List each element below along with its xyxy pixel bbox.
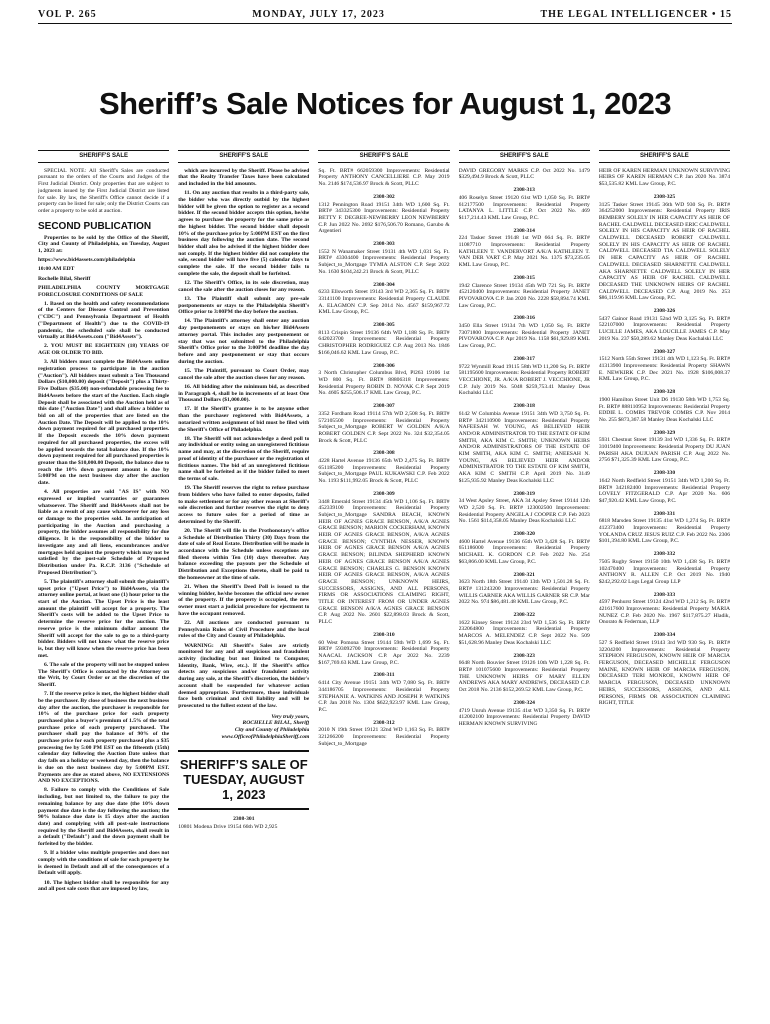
signature-website[interactable]: www.OfficeofPhiladelphiaSheriff.com	[221, 733, 310, 740]
sale-number: 2308-328	[653, 389, 676, 396]
sale-number: 2308-330	[653, 470, 676, 477]
sale-entry	[459, 700, 590, 728]
sale-details: DAVID GREGORY MARKS C.P. Oct 2022 No. 1479 $329,494.9 Brock & Scott, PLLC	[458, 167, 590, 181]
sale-entry	[459, 612, 590, 647]
sale-details: Sq. Ft. BRT# 662059300 Improvements: Residential Property ANTHONY CANCELLIERE C.P. May 2019 No. 2146 $174,536.97 Brock & Scott, PLLC	[318, 167, 450, 188]
sale-details: 6648 North Bouvier Street 19126 10th WD 1,228 Sq. Ft. BRT# 101075600 Improvements: Residential Property THE UNKNOWN HEIRS OF MARY ELLEN ANDREWS AKA MARY ANDREWS, DECEASED C.P. Oct 2018 No. 2136 $152,269.52 KML Law Group, P.C.	[458, 660, 590, 694]
sale-details: 3450 Ella Street 19134 7th WD 1,050 Sq. Ft. BRT# 73071800 Improvements: Residential Property JANET PIVOVAROVA C.P. Apr 2019 No. 1158 $61,929.89 KML Law Group, P.C.	[458, 323, 590, 350]
sale-details: 9722 Wynmill Road 19115 58th WD 11,200 Sq. Ft. BRT# 581195600 Improvements: Residential Property ROBERT VECCHIONE, JR. A/K/A ROBERT J. VECCHIONE, JR C.P. July 2019 No. 5048 $259,753.41 Manley Deas Kochalski LLC	[458, 363, 590, 397]
conditions-heading: PHILADELPHIA COUNTY MORTGAGE FORECLOSURE CONDITIONS OF SALE	[38, 284, 170, 298]
sale-entry	[318, 632, 449, 667]
condition-paragraph: WARNING: All Sheriff's Sales are strictly monitored for any and all suspicious and fraudulent activity (including but not limited to Computer, Identity, Bank, Wire, etc.). If the Sheriff's office detects any suspicious and/or fraudulent activity during any sale, at the Sheriff's discretion, the bidder's account shall be suspended for whatever action deemed appropriate. Furthermore, those individuals face both criminal and civil liability and will be prosecuted to the fullest extent of the law.	[178, 642, 310, 709]
sale-number: 2308-319	[513, 490, 535, 497]
condition-paragraph: 6. The sale of the property will not be stopped unless The Sheriff's Office is contacted by the Attorney on the Writ, by Court Order or at the discretion of the Sheriff.	[38, 661, 170, 688]
condition-paragraph: 19. The Sheriff reserves the right to refuse purchase from bidders who have failed to enter deposits, failed to make settlement or for any other reason at Sheriff's sole discretion and further reserves the right to deny access to future sales for a period of time as determined by the Sheriff.	[178, 485, 310, 525]
sale-details: 527 S Redfield Street 19143 3rd WD 930 Sq. Ft. BRT# 32204200 Improvements: Residential Property STEPHON FERGUSON, KNOWN HEIR OF MARCIA FERGUSON, DECEASED MICHELLE FERGUSON MAINE, KNOWN HEIR OF MARCIA FERGUSON, DECEASED TERI MONROE, KNOWN HEIR OF MARCIA FERGUSON, DECEASED UNKNOWN HEIRS, SUCCESSORS, ASSIGNS, AND ALL PERSONS, FIRMS OR ASSOCIATION CLAIMING RIGHT, TITLE	[598, 639, 731, 707]
sale-entry	[599, 389, 730, 424]
sale-number: 2308-318	[513, 403, 535, 410]
masthead	[38, 6, 732, 22]
sale-number: 2308-315	[513, 274, 535, 281]
sale-details: 7505 Rugby Street 19150 10th WD 1,438 Sq. Ft. BRT# 102470400 Improvements: Residential Property ANTHONY R. ALLEN C.P. Oct 2019 No. 1940 $242,292.02 Logs Legal Group LLP	[598, 558, 731, 585]
condition-paragraph: 5. The plaintiff's attorney shall submit the plaintiff's upset price ("Upset Price") to Bid4Assets, via the attorney online portal, at least one (1) hour prior to the start of the Auction. The Upset Price is the least amount the plaintiff will accept for a property. The Sheriff's costs will be added to the Upset Price to determine the reserve price for the auction. The reserve price is the minimum dollar amount the Sheriff will accept for the sale to go to a third-party bidder. Bidders will not know what the reserve price is, but they will know when the reserve price has been met.	[38, 578, 170, 659]
sale-entry	[178, 816, 309, 830]
sale-entries	[459, 168, 590, 728]
sale-details: 6233 Ellsworth Street 19143 3rd WD 2,365 Sq. Ft. BRT# 33141100 Improvements: Residential Property CLAUDE A. ELAGMON C.P. Sep 2014 No. 4567 $159,967.72 KML Law Group, P.C.	[318, 289, 450, 316]
sale-entry	[318, 720, 449, 748]
sale-number: 2308-303	[373, 241, 395, 248]
sale-entry	[599, 592, 730, 627]
condition-paragraph: 16. All bidding after the minimum bid, as described in Paragraph 4, shall be in increments of at least One Thousand Dollars ($1,000.00).	[178, 383, 310, 404]
sale-entry	[459, 315, 590, 350]
sale-number: 2308-317	[513, 355, 535, 362]
sale-details: 6414 City Avenue 19151 34th WD 7,080 Sq. Ft. BRT# 344186705 Improvements: Residential Property STEPHANIE A. WATKINS AND JOSEPH P. WATKINS C.P. Jan 2018 No. 1304 $622,923.97 KML Law Group, P.C.	[318, 680, 450, 713]
condition-paragraph: 10. The highest bidder shall be responsible for any and all post sale costs that are imposed by law,	[38, 879, 170, 893]
sale-details: 4600 Hartel Avenue 19136 65th WD 3,428 Sq. Ft. BRT# 651186000 Improvements: Residential Property MICHAEL K. GORDON C.P. Feb 2022 No. 254 $63,866.00 KML Law Group, P.C.	[458, 538, 590, 565]
sale-details: 5437 Gainor Road 19131 52nd WD 3,125 Sq. Ft. BRT# 522107000 Improvements: Residential Property LUCILLE JAMES, AKA LOUCILLE JAMES C.P. May 2019 No. 237 $50,289.62 Manley Deas Kochalski LLC	[598, 315, 731, 342]
sale-number: 2308-311	[373, 672, 395, 679]
sale-details: 1312 Pennington Road 19151 34th WD 1,600 Sq. Ft. BRT# 343325300 Improvements: Residential Property BETTY F. DEGREE-NEWBERRY LEON NEWBERRY C.P. Jun 2022 No. 2692 $176,506.70 Romano, Garubo & Argentieri	[318, 201, 450, 235]
sale-details: 1622 Kinsey Street 19124 23rd WD 1,536 Sq. Ft. BRT# 232064800 Improvements: Residential Property MARCOS A. MELENDEZ C.P. Sept 2022 No. 509 $51,628.96 Manley Deas Kochalski LLC	[458, 619, 590, 646]
condition-paragraph: 1. Based on the health and safety recommendations of the Centers for Disease Control and Prevention ("CDC") and Pennsylvania Department of Health ("Department of Health") due to the COVID-19 pandemic, the scheduled sale shall be conducted virtually at Bid4Assets.com ("Bid4Assets").	[38, 300, 170, 341]
sale-details: 6142 W Columbia Avenue 19151 34th WD 3,750 Sq. Ft. BRT# 342110900 Improvements: Residential Property NAFEESAH W. YOUNG, AS BELIEVED HEIR AND/OR ADMINISTRATOR TO THE ESTATE OF KIM SMITH, AKA KIM C. SMITH; UNKNOWN HEIRS AND/OR ADMINISTRATORS OF THE ESTATE OF KIM SMITH, AKA KIM C. SMITH; ANEESAH N. YOUNG, AS BELIEVED HEIR AND/OR ADMINISTRATOR TO THE ESTATE OF KIM SMITH, AKA KIM C SMITH C.P. April 2019 No. 3149 $125,935.92 Manley Deas Kochalski LLC	[458, 410, 590, 484]
sale-number: 2308-308	[373, 450, 395, 457]
sale-entry	[599, 511, 730, 546]
sale-number: 2308-323	[513, 652, 535, 659]
sale-number: 2308-326	[653, 308, 676, 315]
signature-name: ROCHELLE BILAL, Sheriff	[242, 720, 310, 727]
sale-number: 2308-320	[513, 531, 535, 538]
sale-entry	[318, 491, 449, 626]
column-header: SHERIFF'S SALE	[38, 150, 169, 163]
sale-entry	[599, 470, 730, 505]
signature-office: City and County of Philadelphia	[234, 727, 310, 734]
sale-number: 2308-332	[653, 551, 676, 558]
sale-entry	[318, 363, 449, 398]
sale-details: 1552 N Wanamaker Street 19131 4th WD 1,031 Sq. Ft. BRT# 43304400 Improvements: Residential Property Subject_to_Mortgage TYMIA ALSTON C.P. Sept 2022 No. 1630 $104,242.21 Brock & Scott, PLLC	[318, 248, 450, 275]
condition-paragraph: 4. All properties are sold "AS IS" with NO expressed or implied warranties or guarantees whatsoever. The Sheriff and Bid4Assets shall not be liable as a result of any cause whatsoever for any loss or damage to the properties sold. In anticipation of participating in the Auction and purchasing a property, the bidder assumes all responsibility for due diligence. It is the responsibility of the bidder to investigate any and all liens, encumbrances and/or mortgages held against the property which may not be satisfied by the post-sale Schedule of Proposed Distribution under Pa. R.C.P. 3136 ("Schedule of Proposed Distribution").	[38, 489, 170, 576]
column-5	[599, 150, 730, 1012]
sale-details: 4228 Hartel Avenue 19136 65th WD 2,475 Sq. Ft. BRT# 651185200 Improvements: Residential Property Subject_to_Mortgage PAUL KUKAWSKI C.P. Feb 2022 No. 1193 $111,992.05 Brock & Scott, PLLC	[318, 458, 450, 485]
condition-paragraph: 17. If the Sheriff's grantee is to be anyone other than the purchaser registered with Bid4Assets, a notarized written assignment of bid must be filed with the Sheriff's Office of Philadelphia.	[178, 406, 310, 433]
sale-entry	[459, 572, 590, 607]
sale-details: 6818 Marsden Street 19135 41st WD 1,274 Sq. Ft. BRT# 412373400 Improvements: Residential Property YOLANDA CRUZ JESUS RUIZ C.P. Feb 2022 No. 2306 $101,394.80 KML Law Group, P.C.	[598, 518, 731, 545]
sale-number: 2308-331	[653, 510, 676, 517]
auction-time: 10:00 AM EDT	[38, 266, 75, 273]
sale-details: HEIR OF KAREN HERMAN UNKNOWN SURVIVING HEIRS OF KAREN HERMAN C.P. Jan 2020 No. 3874 $53,535.82 KML Law Group, P.C.	[598, 167, 731, 188]
sale-number: 2308-324	[513, 699, 535, 706]
publication-note: Properties to be sold by the Office of the Sheriff, City and County of Philadelphia, on Tuesday, August 1, 2023 at:	[38, 234, 170, 255]
sale-entry	[599, 551, 730, 586]
column-header: SHERIFF'S SALE	[599, 150, 730, 163]
conditions-list-continued	[178, 168, 309, 710]
sale-details: 3448 Emerald Street 19134 45th WD 1,106 Sq. Ft. BRT# 452339100 Improvements: Residential Property Subject_to_Mortgage SANDRA BEACH, KNOWN HEIR OF AGNES GRACE BENSON, A/K/A AGNES GRACE BENSON; MARION COCKERHAM, KNOWN HEIR OF AGNES GRACE BENSON, A/K/A AGNES GRACE BENSON; CYNTHIA NESSER, KNOWN HEIR OF AGNES GRACE BENSON A/K/A AGNES GRACE BENSON; BILINDA SHEPHERD KNOWN HEIR OF AGNES GRACE BENSON A/K/A AGNES GRACE BENSON; CHARLES G. BENSON KNOWN HEIR OF AGNES GRACE BENSON, A/K/A AGNES GRACE BENSON; UNKNOWN HEIRS, SUCCESSORS, ASSIGNS, AND ALL PERSONS, FIRMS OR ASSOCIATIONS CLAIMING RIGHT, TITLE OR INTEREST FROM OR UNDER AGNES GRACE BENSON A/K/A AGNES GRACE BENSON C.P. Aug 2022 No. 2601 $22,898.03 Brock & Scott, PLLC	[318, 498, 450, 626]
column-header: SHERIFF'S SALE	[178, 150, 309, 163]
condition-paragraph: 2. YOU MUST BE EIGHTEEN (18) YEARS OF AGE OR OLDER TO BID.	[38, 343, 170, 357]
second-publication-heading: SECOND PUBLICATION	[38, 220, 152, 232]
sale-details: 1900 Hamilton Street Unit D6 19130 58th WD 1,753 Sq. Ft. BRT# 888110952 Improvements: Residential Property EDDIE L. COMBS TREVOR COMBS C.P. Nov 2014 No. 255 $873,367.58 Manley Deas Kochalski LLC	[598, 396, 731, 423]
sale-number: 2308-305	[373, 322, 395, 329]
auction-url[interactable]: https://www.bid4assets.com/philadelphia	[38, 257, 136, 264]
sale-number: 2308-301	[233, 816, 255, 823]
sale-number: 2308-327	[653, 348, 676, 355]
sale-entry	[459, 168, 590, 181]
condition-paragraph: 21. When the Sheriff's Deed Poll is issued to the winning bidder, he/she becomes the official new owner of the property. If the property is occupied, the new owner must start a judicial procedure for ejectment to have the occupant removed.	[178, 583, 310, 617]
sale-entry	[459, 531, 590, 566]
sale-entry	[459, 653, 590, 694]
sale-details: 5931 Chestnut Street 19139 3rd WD 1,336 Sq. Ft. BRT# 31019400 Improvements: Residential Property DU JUAN PARISH AKA DUJUAN PARISH C.P. Aug 2022 No. 2756 $71,325.39 KML Law Group, P.C.	[598, 437, 731, 464]
sale-entry	[599, 430, 730, 465]
condition-paragraph: 8. Failure to comply with the Conditions of Sale including, but not limited to, the failure to pay the remaining balance by any due date (the 10% down payment due date is the day following the auction; the 90% balance due date is 15 days after the auction date) and complying with all post-sale instructions required by the Sheriff and Bid4Assets, shall result in a default ("Default") and the down payment shall be forfeited by the bidder.	[38, 787, 170, 848]
condition-paragraph: 12. The Sheriff's Office, in its sole discretion, may cancel the sale after the auction closes for any reason.	[178, 279, 310, 293]
page-title: Sheriff’s Sale Notices for August 1, 2023	[98, 86, 672, 121]
sale-entry	[318, 322, 449, 357]
sale-details: 34 West Apsley Street, AKA 34 Apsley Street 19144 12th WD 2,520 Sq. Ft. BRT# 123002500 Improvements: Residential Property ANGELA J COOPER C.P. Feb 2023 No. 1561 $114,358.05 Manley Deas Kochalski LLC	[458, 498, 590, 525]
sale-number: 2308-304	[373, 281, 395, 288]
sale-entry	[599, 349, 730, 384]
sale-details: 406 Roselyn Street 19120 61st WD 1,050 Sq. Ft. BRT# 612177500 Improvements: Residential Property LATANYA L. LITTLE C.P. Oct 2022 No. 469 $117,214.43 KML Law Group, P.C.	[458, 194, 590, 221]
sale-entry	[318, 450, 449, 485]
sale-entry	[459, 491, 590, 526]
sale-entries	[599, 168, 730, 707]
sale-entry	[318, 672, 449, 713]
condition-paragraph: 7. If the reserve price is met, the highest bidder shall be the purchaser. By close of business the next business day after the auction, the purchaser is responsible for 10% of the purchase price for each property purchased plus a buyer's premium of 1.5% of the total purchase price of each property purchased. The purchaser shall pay the balance of 90% of the purchase price for each property purchased plus a $35 processing fee by 5:00 PM EST on the fifteenth (15th) calendar day following the Auction Date unless that day falls on a holiday or weekend day, then the balance is due on the next business day by 5:00PM EST. Payments are due as stated above, NO EXTENSIONS AND NO EXCEPTIONS.	[38, 691, 170, 785]
condition-paragraph: which are incurred by the Sheriff. Please be advised that the Realty Transfer Taxes have been calculated and included in the bid amounts.	[178, 167, 310, 188]
sale-details: 3 North Christopher Columbus Blvd, Pl263 19106 1st WD 800 Sq. Ft. BRT# 88806318 Improvements: Residential Property ROBIN D. NOVAK C.P. Sept 2019 No. 4605 $255,506.17 KML Law Group, P.C.	[318, 370, 450, 397]
sale-entry	[318, 282, 449, 317]
signature-closing: Very truly yours,	[271, 713, 310, 720]
issue-date: MONDAY, JULY 17, 2023	[252, 8, 385, 20]
columns	[38, 150, 730, 1012]
sale-number: 2308-313	[513, 187, 535, 194]
sale-number: 2308-321	[513, 571, 535, 578]
sale-number: 2308-334	[653, 632, 676, 639]
sale-number: 2308-310	[373, 631, 395, 638]
sale-number: 2308-312	[373, 719, 395, 726]
sale-details: 1942 Clarence Street 19134 45th WD 721 Sq. Ft. BRT# 452120400 Improvements: Residential Property JANET PIVOVAROVA C.P. Jan 2020 No. 2228 $58,894.74 KML Law Group, P.C.	[458, 282, 590, 309]
sale-number: 2308-325	[653, 193, 676, 200]
sale-entries	[318, 168, 449, 748]
column-2	[178, 150, 309, 1012]
condition-paragraph: 18. The Sheriff will not acknowledge a deed poll to any individual or entity using an unregistered fictitious name and may, at the discretion of the Sheriff, require proof of identity of the purchaser or the registration of fictitious names. The bid of an unregistered fictitious name shall be forfeited as if the bidder failed to meet the terms of sale.	[178, 435, 310, 482]
sale-entry	[459, 228, 590, 269]
volume-label: VOL P. 265	[38, 8, 97, 20]
column-4	[459, 150, 590, 1012]
column-3	[318, 150, 449, 1012]
condition-paragraph: 22. All auctions are conducted pursuant to Pennsylvania Rules of Civil Procedure and the local rules of the City and County of Philadelphia.	[178, 620, 310, 640]
sale-entry	[599, 168, 730, 188]
sale-number: 2308-306	[373, 362, 395, 369]
sale-entry	[318, 168, 449, 188]
sale-entry	[318, 403, 449, 444]
signature-block	[178, 714, 309, 741]
condition-paragraph: 15. The Plaintiff, pursuant to Court Order, may cancel the sale after the auction closes for any reason.	[178, 367, 310, 381]
condition-paragraph: 20. The Sheriff will file in the Prothonotary's office a Schedule of Distribution Thirty (30) Days from the date of sale of Real Estate. Distribution will be made in accordance with the Schedule unless exceptions are filed thereto within Ten (10) days thereafter. Any balance exceeding the payouts per the Schedule of Distribution and Exceptions thereto, shall be paid to the homeowner at the time of sale.	[178, 527, 310, 581]
sale-entry	[459, 356, 590, 397]
sale-number: 2308-322	[513, 612, 535, 619]
sale-date-box: SHERIFF’S SALE OF TUESDAY, AUGUST 1, 2023	[178, 750, 309, 810]
sale-details: 1642 North Redfield Street 19151 34th WD 1,200 Sq. Ft. BRT# 342182400 Improvements: Residential Property LOVELY FITZGERALD C.P. Apr 2020 No. 606 $47,920.42 KML Law Group, P.C.	[598, 477, 731, 504]
sale-number: 2308-302	[373, 193, 395, 200]
sale-number: 2308-316	[513, 315, 535, 322]
paper-name: THE LEGAL INTELLIGENCER • 15	[540, 8, 732, 20]
condition-paragraph: 3. All bidders must complete the Bid4Assets online registration process to participate in the auction ("Auction"). All bidders must submit a Ten Thousand Dollars ($10,000.00) deposit ("Deposit") plus a Thirty-Five Dollars ($35.00) non-refundable processing fee to Bid4Assets before the start of the Auction. Each single Deposit shall be associated with the Auction held as of this date ("Auction Date") and shall allow a bidder to bid on all of the properties that are listed on the Auction Date. The Deposit will be applied to the 10% down payment required for all purchased properties. If the Deposit exceeds the 10% down payment required for all purchased properties, the excess will be applied towards the total balance due. If the 10% down payment required for all purchased properties is greater than the $10,000.00 Deposit, the balance due to reach the 10% down payment amount is due by 5:00PM on the next business day after the auction date.	[38, 359, 170, 487]
masthead-rule	[38, 23, 732, 24]
sale-details: 60 West Pomona Street 19144 59th WD 1,699 Sq. Ft. BRT# 593092700 Improvements: Residential Property NAACAL JACKSON C.P. Apr 2022 No. 2239 $167,769.63 KML Law Group, P.C.	[318, 639, 450, 666]
sale-number: 2308-314	[513, 227, 535, 234]
sale-details: 1512 North 55th Street 19131 4th WD 1,123 Sq. Ft. BRT# 41313900 Improvements: Residential Property SHAWN E. NEWKIRK C.P. Dec 2021 No. 1928 $106,008.37 KML Law Group, P.C.	[598, 356, 731, 383]
column-header: SHERIFF'S SALE	[459, 150, 590, 163]
sheriff-name: Rochelle Bilal, Sheriff	[38, 275, 91, 282]
sale-details: 8113 Crispin Street 19136 64th WD 1,188 Sq. Ft. BRT# 642023700 Improvements: Residential Property CHRISTOPHER RODRIGUEZ C.P. Aug 2013 No. 1846 $166,046.62 KML Law Group, P.C.	[318, 329, 450, 356]
sale-details: 224 Tasker Street 19148 1st WD 664 Sq. Ft. BRT# 11087710 Improvements: Residential Property KATHLEEN T. VANDERVORT A/K/A KATHLEEN T. VAN DER VART C.P. May 2021 No. 1375 $73,235.05 KML Law Group, P.C.	[458, 235, 590, 269]
sale-details: 3352 Fordham Road 19114 57th WD 2,508 Sq. Ft. BRT# 572105500 Improvements: Residential Property Subject_to_Mortgage ROBERT W GOLDEN A/K/A ROBERT GOLDEN C.P. Sept 2022 No. 324 $32,354.05 Brock & Scott, PLLC	[318, 410, 450, 444]
sale-number: 2308-329	[653, 429, 676, 436]
sale-entry	[459, 275, 590, 310]
condition-paragraph: 9. If a bidder wins multiple properties and does not comply with the conditions of sale for each property he is deemed in Default and all of the consequences of a Default will apply.	[38, 850, 170, 877]
sale-number: 2308-333	[653, 591, 676, 598]
sale-entry	[318, 241, 449, 276]
sale-entry	[318, 194, 449, 235]
sale-details: 4597 Penhurst Street 19124 42nd WD 1,212 Sq. Ft. BRT# 421617600 Improvements: Residential Property MARIA NUNEZ C.P. Feb 2020 No. 1967 $117,875.27 Hladik, Onorato & Federman, LLP	[598, 599, 731, 626]
sale-details: 3125 Tasker Street 19145 36th WD 930 Sq. Ft. BRT# 364252000 Improvements: Residential Property IRIS BEMBERY SOLELY IN HER CAPACITY AS HEIR OF RACHEL CALDWELL DECEASED ERIC CALDWELL SOLELY IN HIS CAPACITY AS HEIR OF RACHEL CALDWELL DECEASED ROBERT CALDWELL SOLELY IN HIS CAPACITY AS HEIR OF RACHEL CALDWELL DECEASED TIA CALDWELL SOLELY IN HER CAPACITY AS HEIR OF RACHEL CALDWELL DECEASED SHARNETTE CALDWELL AKA SHARNETTE CALDWELL SOLELY IN HER CAPACITY AS HEIR OF RACHEL CALDWELL DECEASED THE UNKNOWN HEIRS OF RACHEL CALDWELL DECEASED C.P. Aug 2019 No. 253 $86,119.96 KML Law Group, P.C.	[598, 201, 731, 302]
condition-paragraph: 13. The Plaintiff shall submit any pre-sale postponements or stays to the Philadelphia Sheriff's Office prior to 3:00PM the day before the auction.	[178, 295, 310, 316]
column-1	[38, 150, 169, 1012]
sale-entry	[459, 403, 590, 484]
sale-entries	[178, 816, 309, 830]
condition-paragraph: 11. On any auction that results in a third-party sale, the bidder who was directly outbid by the highest bidder will be given the option to register as a second bidder. If the second bidder accepts this option, he/she agrees to purchase the property for the same price as the highest bidder. The second bidder shall deposit 10% of the purchase price by 5:00PM EST on the first business day following the auction date. The second bidder shall also be advised if the highest bidder does not comply. If the highest bidder did not complete the sale, second bidder will have five (5) calendar days to complete the sale. If the second bidder fails to complete the sale, the deposit shall be forfeited.	[178, 190, 310, 277]
conditions-list	[38, 301, 169, 893]
condition-paragraph: 14. The Plaintiff's attorney shall enter any auction day postponements or stays on his/her Bid4Assets attorney portal. This includes any postponement or stay that was not submitted to the Philadelphia Sheriff's Office prior to the 3:00PM deadline the day before and any postponement or stay that occurs during the auction.	[178, 318, 310, 365]
sale-number: 2308-309	[373, 490, 395, 497]
sale-entry	[599, 194, 730, 302]
sale-details: 3623 North 18th Street 19140 13th WD 1,501.28 Sq. Ft. BRT# 131243200 Improvements: Residential Property WILLIS GARNER AKA WILLIS GARNER SR C.P. Mar 2022 No. 974 $86,481.48 KML Law Group, P.C.	[458, 579, 590, 606]
sale-entry	[459, 187, 590, 222]
column-header: SHERIFF'S SALE	[318, 150, 449, 163]
sale-details: 2010 N 19th Street 19121 32nd WD 1,163 Sq. Ft. BRT# 321266200 Improvements: Residential Property Subject_to_Mortgage	[318, 727, 450, 747]
sale-details: 10801 Modena Drive 19154 66th WD 2,925	[178, 824, 278, 831]
sale-number: 2308-307	[373, 403, 395, 410]
sale-details: 4719 Unruh Avenue 19135 41st WD 3,350 Sq. Ft. BRT# 412002100 Improvements: Residential Property DAVID HERMAN KNOWN SURVIVING	[458, 707, 590, 727]
sale-entry	[599, 308, 730, 343]
special-note: SPECIAL NOTE: All Sheriff's Sales are conducted pursuant to the orders of the Courts and Judges of the First Judicial District. Only properties that are subject to judgments issued by the First Judicial District are listed for sale. By law, the Sheriff's Office cannot decide if a property can be listed for sale; only the District Courts can order a property to be sold at auction.	[38, 167, 170, 214]
sale-entry	[599, 632, 730, 707]
